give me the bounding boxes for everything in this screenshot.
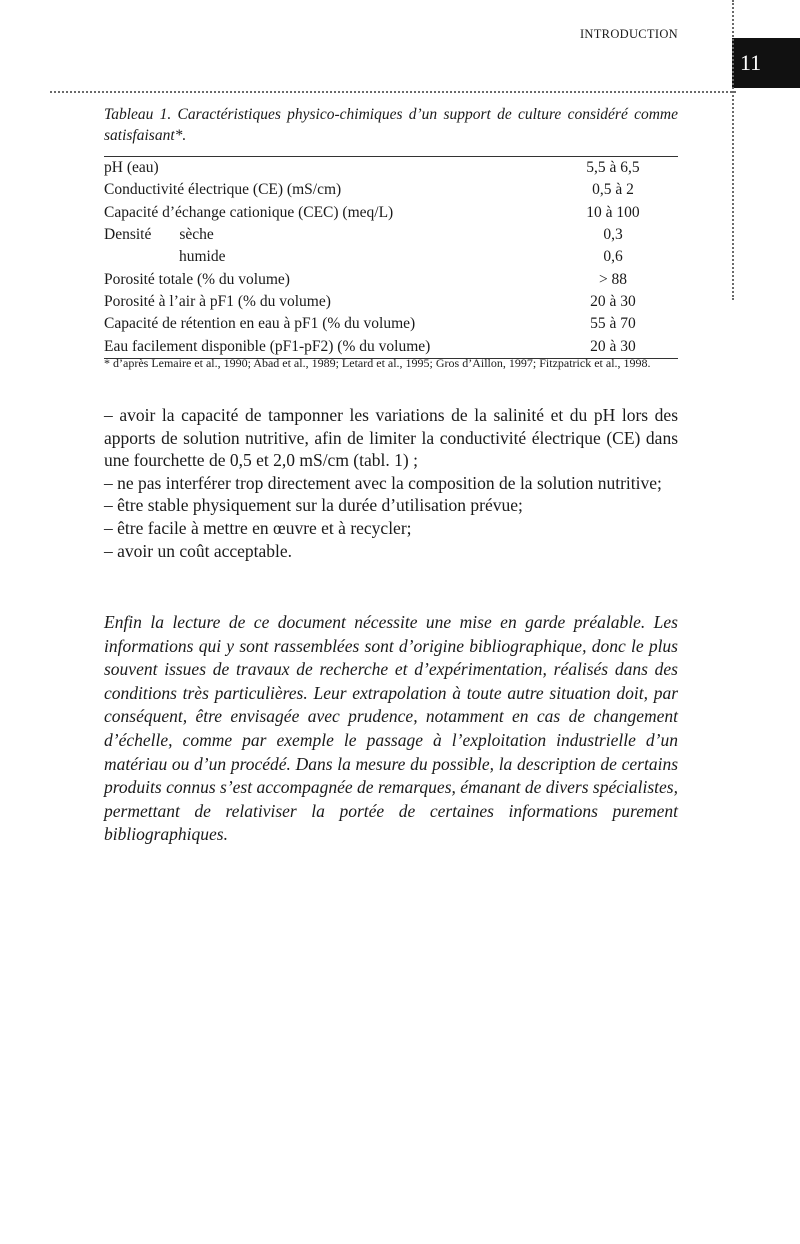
table-row (104, 157, 678, 180)
closing-paragraph: Enfin la lecture de ce document nécessite une mise en garde préalable. Les informations qui y sont rassemblées sont d’origine bibliographique, donc le plus souvent issues de travaux de recherche et d’expérimentation, réalisés dans des conditions très particulières. Leur extrapolation à toute autre situation doit, par conséquent, être envisagée avec prudence, notamment en cas de changement d’échelle, comme par exemple le passage à l’exploitation industrielle d’un matériau ou d’un procédé. Dans la mesure du possible, la description de certains produits connus s’est accompagnée de remarques, émanant de divers spécialistes, permettant de relativiser la portée de certaines informations purement bibliographiques. (104, 612, 678, 845)
row-label-density (104, 224, 548, 246)
list-item: – ne pas interférer trop directement avec la composition de la solution nutritive; (104, 472, 662, 493)
running-head: INTRODUCTION (579, 27, 678, 41)
row-label: Densité (104, 226, 152, 244)
list-item: – être stable physiquement sur la durée d’utilisation prévue; (104, 495, 523, 516)
row-label: Porosité à l’air à pF1 (% du volume) (104, 292, 331, 310)
row-value: 20 à 30 (590, 292, 636, 310)
table-caption: Tableau 1. Caractéristiques physico-chimiques d’un support de culture considéré comme satisfaisant*. (104, 106, 678, 144)
row-value: 5,5 à 6,5 (548, 157, 678, 180)
row-sublabel: sèche (179, 226, 214, 244)
row-value: > 88 (598, 270, 628, 288)
table-row (104, 179, 678, 201)
row-value: 0,3 (603, 226, 623, 244)
page-number: 11 (732, 38, 800, 88)
row-label: pH (eau) (104, 157, 548, 180)
row-label: Capacité d’échange cationique (CEC) (meq/L) (104, 203, 394, 221)
row-label: Porosité totale (% du volume) (104, 270, 290, 288)
table-row (104, 246, 678, 268)
row-value: 55 à 70 (590, 315, 636, 333)
table-row (104, 202, 678, 224)
row-value: 0,6 (603, 248, 623, 266)
table-row (104, 291, 678, 313)
row-value: 0,5 à 2 (592, 181, 634, 199)
list-item: – avoir la capacité de tamponner les variations de la salinité et du pH lors des apports de solution nutritive, afin de limiter la conductivité électrique (CE) dans une fourchette de 0,5 et 2,0 mS/cm (tabl. 1) ; (104, 405, 678, 471)
table-row (104, 268, 678, 290)
dotted-rule-horizontal (50, 91, 736, 93)
characteristics-table (104, 156, 678, 359)
table-row (104, 313, 678, 335)
row-sublabel: humide (179, 248, 226, 266)
row-label: Conductivité électrique (CE) (mS/cm) (104, 181, 342, 199)
row-label: Capacité de rétention en eau à pF1 (% du volume) (104, 315, 416, 333)
table-row (104, 224, 678, 246)
list-item: – être facile à mettre en œuvre et à recycler; (104, 517, 412, 538)
row-value: 10 à 100 (586, 203, 640, 221)
table-footnote: * d’après Lemaire et al., 1990; Abad et al., 1989; Letard et al., 1995; Gros d’Aillon, 1997; Fitzpatrick et al., 1998. (104, 356, 651, 370)
row-label: Eau facilement disponible (pF1-pF2) (% du volume) (104, 335, 548, 358)
dotted-rule-vertical (732, 0, 734, 300)
row-value: 20 à 30 (548, 335, 678, 358)
requirements-list (104, 404, 678, 562)
table-row (104, 335, 678, 358)
list-item: – avoir un coût acceptable. (104, 540, 293, 561)
